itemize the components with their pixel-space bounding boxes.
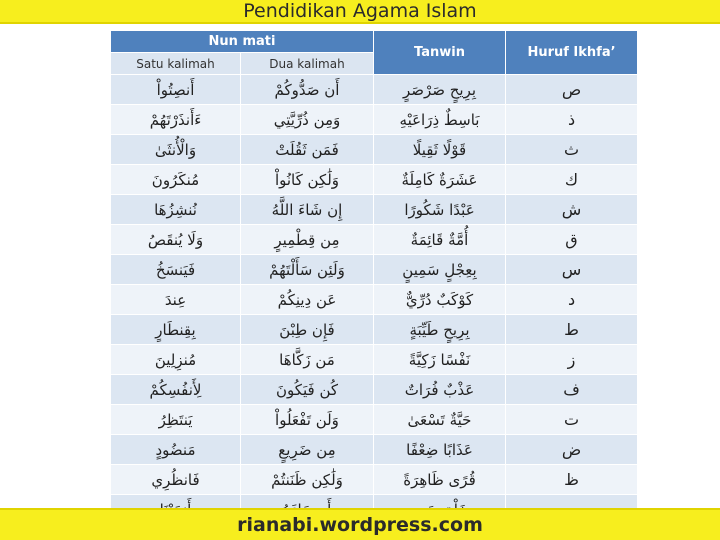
- cell-dua-kalimah: وَلَٰكِن ظَنَنتُمْ: [241, 465, 374, 495]
- table-row: [111, 375, 638, 405]
- table-row: [111, 435, 638, 465]
- table-row: [111, 405, 638, 435]
- cell-huruf: ث: [506, 135, 638, 165]
- cell-tanwin: عَذَابًا ضِعْفًا: [374, 435, 506, 465]
- cell-huruf: ك: [506, 165, 638, 195]
- cell-satu-kalimah: وَالْأُنثَىٰ: [111, 135, 241, 165]
- cell-tanwin: أُمَّةٌ قَائِمَةٌ: [374, 225, 506, 255]
- cell-huruf: ت: [506, 405, 638, 435]
- cell-huruf: ذ: [506, 105, 638, 135]
- table-row: [111, 225, 638, 255]
- table-row: [111, 135, 638, 165]
- table-row: [111, 285, 638, 315]
- table-row: [111, 345, 638, 375]
- cell-satu-kalimah: عِندَ: [111, 285, 241, 315]
- cell-tanwin: قُرًى ظَاهِرَةً: [374, 465, 506, 495]
- cell-tanwin: كَوْكَبٌ دُرِّيٌّ: [374, 285, 506, 315]
- cell-satu-kalimah: فَانظُرِي: [111, 465, 241, 495]
- cell-dua-kalimah: وَلَٰكِن كَانُواْ: [241, 165, 374, 195]
- cell-satu-kalimah: مَنضُودٍ: [111, 435, 241, 465]
- table-row: [111, 195, 638, 225]
- ikhfa-table: [110, 30, 638, 525]
- cell-satu-kalimah: لِأَنفُسِكُمْ: [111, 375, 241, 405]
- header-huruf-ikhfa: Huruf Ikhfa’: [506, 31, 638, 75]
- cell-tanwin: بَاسِطٌ ذِرَاعَيْهِ: [374, 105, 506, 135]
- header-dua-kalimah: Dua kalimah: [241, 53, 374, 75]
- cell-satu-kalimah: فَيَنسَخُ: [111, 255, 241, 285]
- table-row: [111, 105, 638, 135]
- cell-dua-kalimah: مِن قِطْمِيرٍ: [241, 225, 374, 255]
- cell-tanwin: قَوْلًا ثَقِيلًا: [374, 135, 506, 165]
- cell-satu-kalimah: بِقِنطَارٍ: [111, 315, 241, 345]
- cell-huruf: ص: [506, 75, 638, 105]
- cell-huruf: ط: [506, 315, 638, 345]
- title-banner: [0, 0, 720, 24]
- cell-huruf: س: [506, 255, 638, 285]
- cell-tanwin: عَشَرَةٌ كَامِلَةٌ: [374, 165, 506, 195]
- page-title: Pendidikan Agama Islam: [243, 0, 477, 22]
- cell-dua-kalimah: وَمِن ذُرِّيَّتِي: [241, 105, 374, 135]
- cell-huruf: د: [506, 285, 638, 315]
- header-tanwin: Tanwin: [374, 31, 506, 75]
- cell-huruf: ق: [506, 225, 638, 255]
- cell-dua-kalimah: أَن صَدُّوكُمْ: [241, 75, 374, 105]
- table-row: [111, 255, 638, 285]
- cell-satu-kalimah: مُنزِلِينَ: [111, 345, 241, 375]
- ikhfa-table-container: [110, 30, 637, 525]
- cell-tanwin: بِرِيحٍ طَيِّبَةٍ: [374, 315, 506, 345]
- cell-dua-kalimah: وَلَن تَفْعَلُواْ: [241, 405, 374, 435]
- cell-dua-kalimah: فَإِن طِبْنَ: [241, 315, 374, 345]
- cell-tanwin: عَبْدًا شَكُورًا: [374, 195, 506, 225]
- footer-banner: [0, 508, 720, 540]
- footer-site: rianabi.wordpress.com: [237, 514, 483, 536]
- cell-tanwin: نَفْسًا زَكِيَّةً: [374, 345, 506, 375]
- cell-satu-kalimah: يَنتَظِرُ: [111, 405, 241, 435]
- cell-tanwin: بِرِيحٍ صَرْصَرٍ: [374, 75, 506, 105]
- cell-dua-kalimah: مَن زَكَّاهَا: [241, 345, 374, 375]
- cell-satu-kalimah: وَلَا يُنقَصُ: [111, 225, 241, 255]
- table-row: [111, 75, 638, 105]
- cell-dua-kalimah: عَن دِينِكُمْ: [241, 285, 374, 315]
- header-satu-kalimah: Satu kalimah: [111, 53, 241, 75]
- table-row: [111, 165, 638, 195]
- cell-satu-kalimah: مُنكَرُونَ: [111, 165, 241, 195]
- cell-tanwin: حَيَّةٌ تَسْعَىٰ: [374, 405, 506, 435]
- cell-dua-kalimah: فَمَن ثَقُلَتْ: [241, 135, 374, 165]
- table-body: [111, 75, 638, 525]
- cell-huruf: ز: [506, 345, 638, 375]
- cell-satu-kalimah: أَنصِتُواْ: [111, 75, 241, 105]
- cell-huruf: ظ: [506, 465, 638, 495]
- cell-tanwin: بِعِجْلٍ سَمِينٍ: [374, 255, 506, 285]
- table-row: [111, 315, 638, 345]
- cell-huruf: ف: [506, 375, 638, 405]
- cell-satu-kalimah: ءَأَنذَرْتَهُمْ: [111, 105, 241, 135]
- cell-satu-kalimah: نُنشِزُهَا: [111, 195, 241, 225]
- cell-dua-kalimah: وَلَئِن سَأَلْتَهُمْ: [241, 255, 374, 285]
- cell-dua-kalimah: مِن ضَرِيعٍ: [241, 435, 374, 465]
- table-row: [111, 465, 638, 495]
- cell-dua-kalimah: إِن شَاءَ اللَّهُ: [241, 195, 374, 225]
- header-nun-mati: Nun mati: [111, 31, 374, 53]
- cell-huruf: ش: [506, 195, 638, 225]
- cell-tanwin: عَذْبٌ فُرَاتٌ: [374, 375, 506, 405]
- cell-huruf: ض: [506, 435, 638, 465]
- cell-dua-kalimah: كُن فَيَكُونَ: [241, 375, 374, 405]
